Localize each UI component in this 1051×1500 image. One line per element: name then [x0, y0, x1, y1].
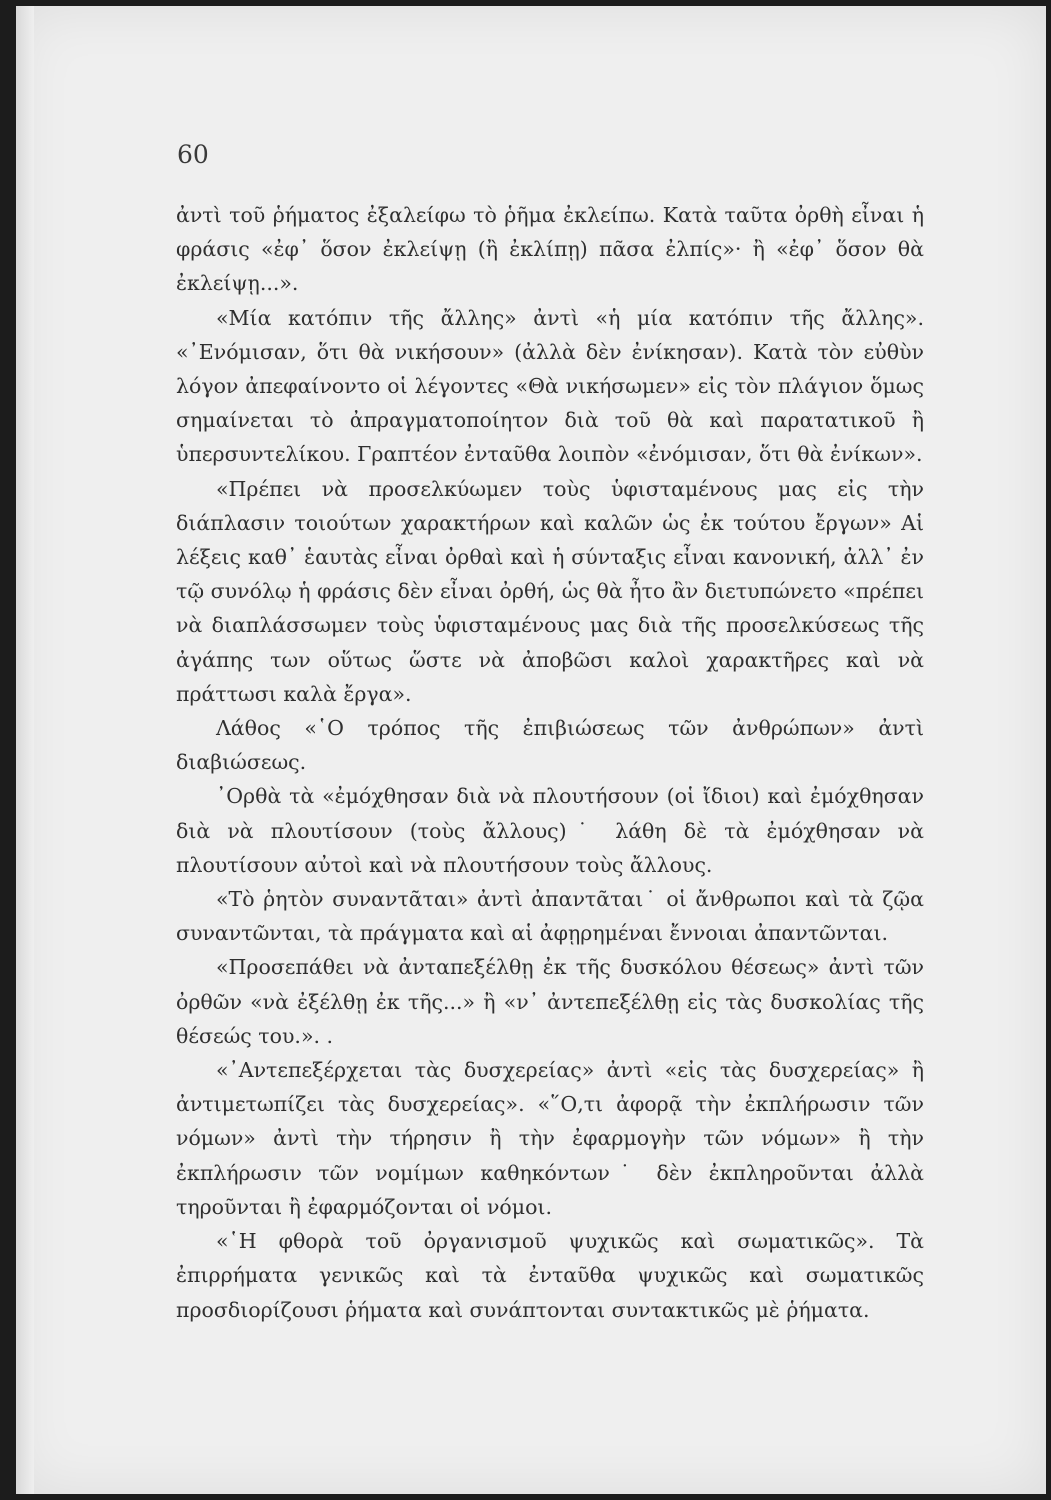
page-left-edge [16, 6, 34, 1494]
paragraph-2: «Μία κατόπιν τῆς ἄλλης» ἀντὶ «ἡ μία κατόπιν τῆς ἄλλης». «᾽Ενόμισαν, ὅτι θὰ νικήσουν» (ἀλλὰ δὲν ἐνίκησαν). Κατὰ τὸν εὐθὺν λόγον ἀπεφαίνοντο οἱ λέγοντες «Θὰ νικήσωμεν» εἰς τὸν πλάγιον ὅμως σημαίνεται τὸ ἀπραγματοποίητον διὰ τοῦ θὰ καὶ παρατατικοῦ ἢ ὑπερσυντελίκου. Γραπτέον ἐνταῦθα λοιπὸν «ἐνόμισαν, ὅτι θὰ ἐνίκων». [176, 305, 924, 467]
body-text [176, 198, 924, 1327]
paragraph-1: ἀντὶ τοῦ ῥήματος ἐξαλείφω τὸ ῥῆμα ἐκλείπω. Κατὰ ταῦτα ὀρθὴ εἶναι ἡ φράσις «ἐφ᾽ ὅσον ἐκλείψῃ (ἢ ἐκλίπῃ) πᾶσα ἐλπίς»· ἢ «ἐφ᾽ ὅσον θὰ ἐκλείψῃ...». [176, 203, 924, 296]
paragraph-7: «Προσεπάθει νὰ ἀνταπεξέλθῃ ἐκ τῆς δυσκόλου θέσεως» ἀντὶ τῶν ὀρθῶν «νὰ ἐξέλθῃ ἐκ τῆς...» ἢ «ν᾽ ἀντεπεξέλθῃ εἰς τὰς δυσκολίας τῆς θέσεώς του.». . [176, 955, 924, 1048]
paragraph-8: «᾽Αντεπεξέρχεται τὰς δυσχερείας» ἀντὶ «εἰς τὰς δυσχερείας» ἢ ἀντιμετωπίζει τὰς δυσχερείας». «῞Ο,τι ἀφορᾷ τὴν ἐκπλήρωσιν τῶν νόμων» ἀντὶ τὴν τήρησιν ἢ τὴν ἐφαρμογὴν τῶν νόμων» ἢ τὴν ἐκπλήρωσιν τῶν νομίμων καθηκόντων˙ δὲν ἐκπληροῦνται ἀλλὰ τηροῦνται ἢ ἐφαρμόζονται οἱ νόμοι. [176, 1058, 924, 1219]
paragraph-4: Λάθος «῾Ο τρόπος τῆς ἐπιβιώσεως τῶν ἀνθρώπων» ἀντὶ διαβιώσεως. [176, 716, 924, 775]
paragraph-9: «῾Η φθορὰ τοῦ ὀργανισμοῦ ψυχικῶς καὶ σωματικῶς». Τὰ ἐπιρρήματα γενικῶς καὶ τὰ ἐνταῦθα ψυχικῶς καὶ σωματικῶς προσδιορίζουσι ῥήματα καὶ συνάπτονται συντακτικῶς μὲ ῥήματα. [176, 1229, 924, 1322]
paragraph-5: ᾽Ορθὰ τὰ «ἐμόχθησαν διὰ νὰ πλουτήσουν (οἱ ἴδιοι) καὶ ἐμόχθησαν διὰ νὰ πλουτίσουν (τοὺς ἄλλους)˙ λάθη δὲ τὰ ἐμόχθησαν νὰ πλουτίσουν αὐτοὶ καὶ νὰ πλουτήσουν τοὺς ἄλλους. [176, 784, 924, 877]
paragraph-6: «Τὸ ῥητὸν συναντᾶται» ἀντὶ ἀπαντᾶται˙ οἱ ἄνθρωποι καὶ τὰ ζῷα συναντῶνται, τὰ πράγματα καὶ αἱ ἀφῃρημέναι ἔννοιαι ἀπαντῶνται. [176, 887, 924, 946]
page-number: 60 [177, 140, 209, 169]
paragraph-3: «Πρέπει νὰ προσελκύωμεν τοὺς ὑφισταμένους μας εἰς τὴν διάπλασιν τοιούτων χαρακτήρων καὶ καλῶν ὡς ἐκ τούτου ἔργων» Αἱ λέξεις καθ᾽ ἑαυτὰς εἶναι ὀρθαὶ καὶ ἡ σύνταξις εἶναι κανονική, ἀλλ᾽ ἐν τῷ συνόλῳ ἡ φράσις δὲν εἶναι ὀρθή, ὡς θὰ ἦτο ἂν διετυπώνετο «πρέπει νὰ διαπλάσσωμεν τοὺς ὑφισταμένους μας διὰ τῆς προσελκύσεως τῆς ἀγάπης των οὕτως ὥστε νὰ ἀποβῶσι καλοὶ χαρακτῆρες καὶ νὰ πράττωσι καλὰ ἔργα». [176, 476, 924, 706]
